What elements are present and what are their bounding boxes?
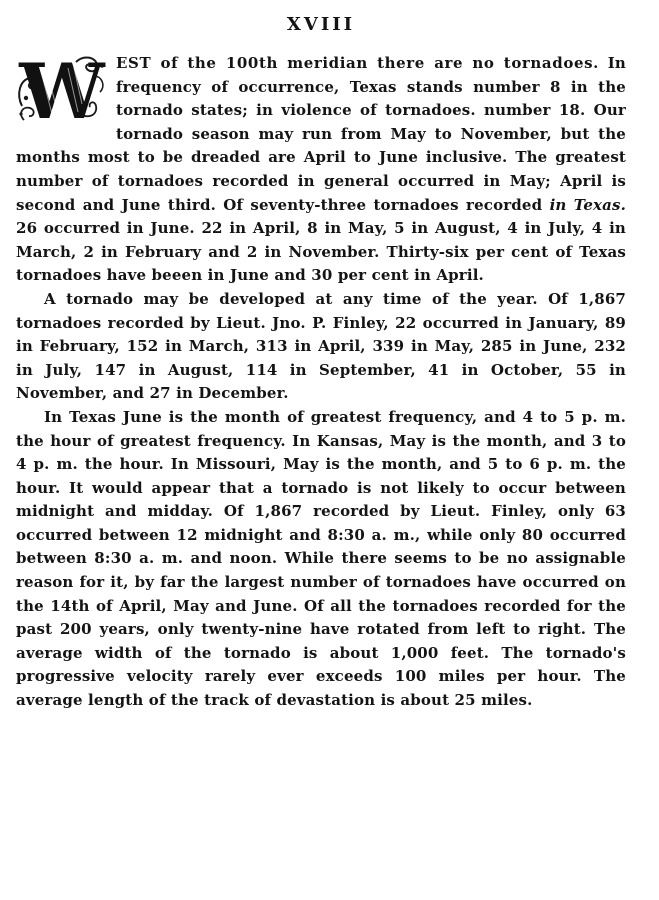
paragraph-2: A tornado may be developed at any time of the year. Of 1,867 tornadoes recorded by Lieut. Jno. P. Finley, 22 occurred in January, 89 in February, 152 in March, 313 in April, 339 in May, 285 in June, 232 in July, 147 in August, 114 in September, 41 in October, 55 in November, and 27 in December. — [16, 289, 626, 403]
ornamental-drop-cap — [16, 54, 108, 126]
paragraph-1 — [16, 52, 626, 288]
paragraph-1-text-a: In frequency of occurrence, Texas stands number 8 in the tornado states; in violence of tornadoes. number 18. Our tornado season may run from May to November, but the months most to be dreaded are April to June inclusive. The greatest number of tornadoes recorded in general occurred in May; April is second and June third. Of seventy-three tornadoes recorded — [16, 54, 626, 214]
italic-place-name: in Texas. — [549, 195, 626, 214]
book-page — [16, 14, 626, 713]
drop-cap-letter: W — [19, 54, 105, 126]
opening-words: EST of the 100th meridian there are no tornadoes. — [116, 54, 599, 72]
drop-cap-ornament-icon — [16, 54, 108, 126]
chapter-number: XVIII — [286, 14, 356, 35]
paragraph-3: In Texas June is the month of greatest frequency, and 4 to 5 p. m. the hour of greatest frequency. In Kansas, May is the month, and 3 to 4 p. m. the hour. In Missouri, May is the month, and 5 to 6 p. m. the hour. It would appear that a tornado is not likely to occur between midnight and midday. Of 1,867 recorded by Lieut. Finley, only 63 occurred between 12 midnight and 8:30 a. m., while only 80 occurred between 8:30 a. m. and noon. While there seems to be no assignable reason for it, by far the largest number of tornadoes have occurred on the 14th of April, May and June. Of all the tornadoes recorded for the past 200 years, only twenty-nine have rotated from left to right. The average width of the tornado is about 1,000 feet. The tornado's progressive velocity rarely ever exceeds 100 miles per hour. The average length of the track of devastation is about 25 miles. — [16, 407, 626, 710]
paragraph-1-text-b: 26 occurred in June. 22 in April, 8 in May, 5 in August, 4 in July, 4 in March, 2 in February and 2 in November. Thirty-six per cent of Texas tornadoes have beeen in June and 30 per cent in April. — [16, 219, 626, 285]
